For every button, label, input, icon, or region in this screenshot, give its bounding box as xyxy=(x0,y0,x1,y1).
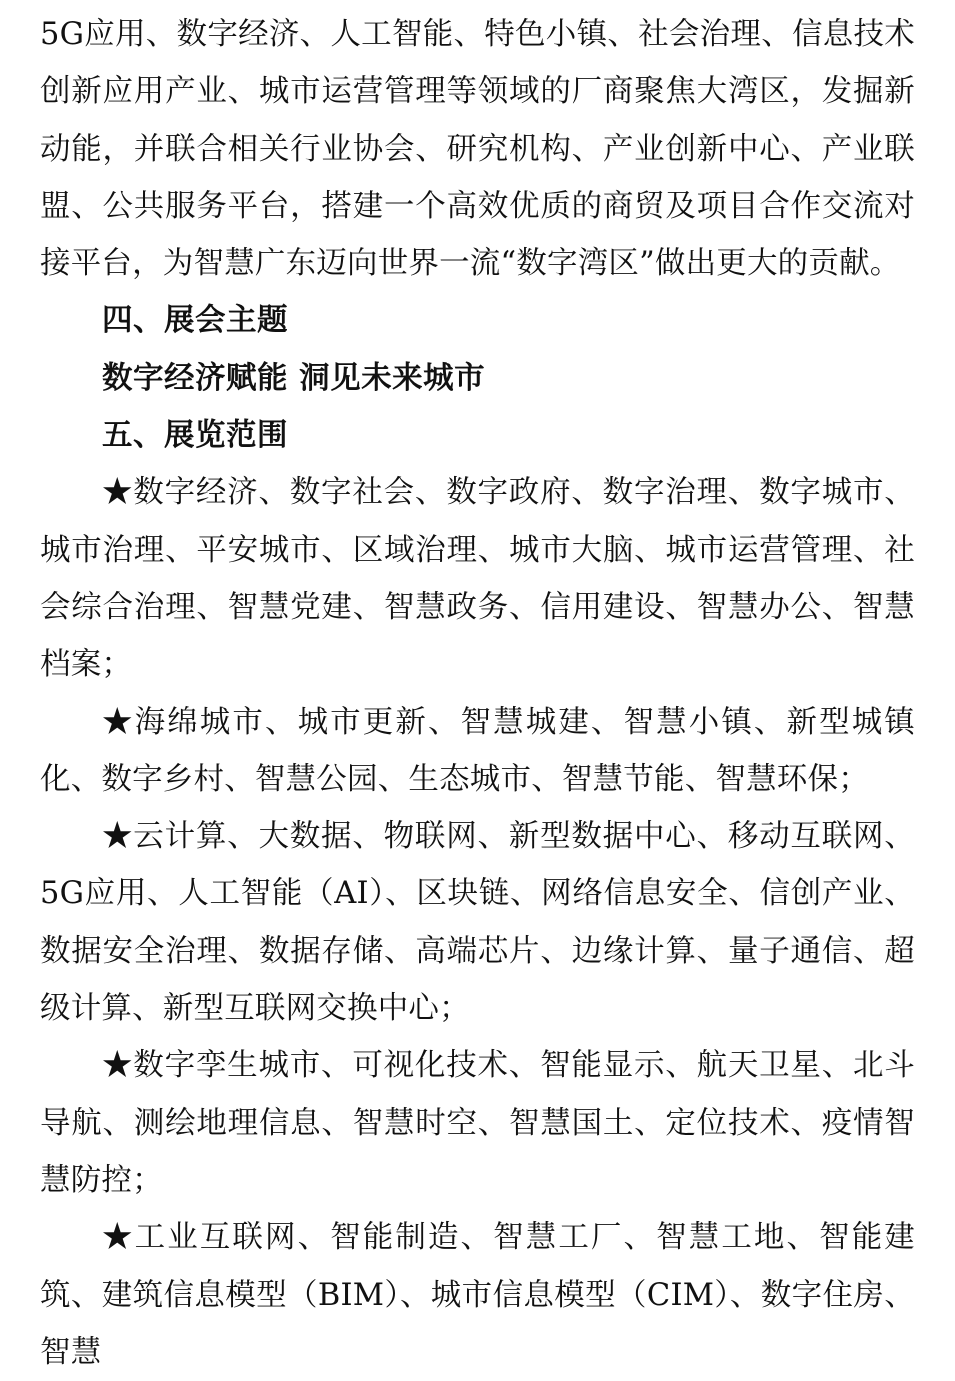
scope-item: ★数字经济、数字社会、数字政府、数字治理、数字城市、城市治理、平安城市、区域治理、城市大脑、城市运营管理、社会综合治理、智慧党建、智慧政务、信用建设、智慧办公、智慧档案； xyxy=(40,475,915,683)
scope-item: ★工业互联网、智能制造、智慧工厂、智慧工地、智能建筑、建筑信息模型（BIM）、城市信息模型（CIM）、数字住房、智慧 xyxy=(40,1220,915,1370)
document-page xyxy=(0,6,955,1370)
intro-paragraph: 5G应用、数字经济、人工智能、特色小镇、社会治理、信息技术创新应用产业、城市运营管理等领域的厂商聚焦大湾区，发掘新动能，并联合相关行业协会、研究机构、产业创新中心、产业联盟、公共服务平台，搭建一个高效优质的商贸及项目合作交流对接平台，为智慧广东迈向世界一流“数字湾区”做出更大的贡献。 xyxy=(40,17,915,282)
section-heading-theme: 四、展会主题 xyxy=(102,303,288,339)
section-heading-scope: 五、展览范围 xyxy=(102,418,288,454)
scope-item: ★云计算、大数据、物联网、新型数据中心、移动互联网、5G应用、人工智能（AI）、区块链、网络信息安全、信创产业、数据安全治理、数据存储、高端芯片、边缘计算、量子通信、超级计算、新型互联网交换中心； xyxy=(40,819,915,1027)
scope-item: ★海绵城市、城市更新、智慧城建、智慧小镇、新型城镇化、数字乡村、智慧公园、生态城市、智慧节能、智慧环保； xyxy=(40,704,915,797)
theme-text: 数字经济赋能 洞见未来城市 xyxy=(102,360,486,396)
scope-item: ★数字孪生城市、可视化技术、智能显示、航天卫星、北斗导航、测绘地理信息、智慧时空、智慧国土、定位技术、疫情智慧防控； xyxy=(40,1048,915,1198)
